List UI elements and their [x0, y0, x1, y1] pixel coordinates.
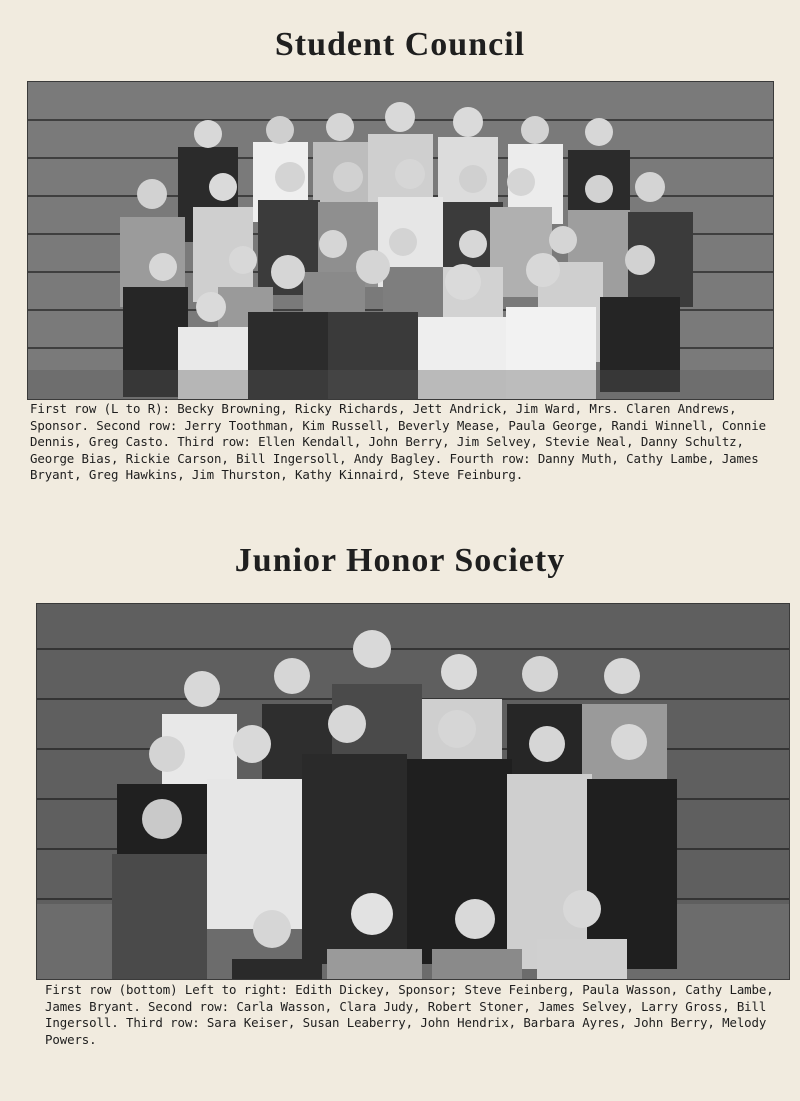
student-council-title: Student Council: [274, 26, 526, 63]
student-council-caption: First row (L to R): Becky Browning, Ricky Richards, Jett Andrick, Jim Ward, Mrs. Claren Andrews, Sponsor. Second row: Jerry Toothman, Kim Russell, Beverly Mease, Paula George, Randi Winnell, Connie Dennis, Greg Casto. Third row: Ellen Kendall, John Berry, Jim Selvey, Stevie Neal, Danny Schultz, George Bias, Rickie Carson, Bill Ingersoll, Andy Bagley. Fourth row: Danny Muth, Cathy Lambe, James Bryant, Greg Hawkins, Jim Thurston, Kathy Kinnaird, Steve Feinburg.: [30, 401, 766, 482]
junior-honor-society-caption: First row (bottom) Left to right: Edith Dickey, Sponsor; Steve Feinberg, Paula Wasson, Cathy Lambe, James Bryant. Second row: Carla Wasson, Clara Judy, Robert Stoner, James Selvey, Larry Gross, Bill Ingersoll. Third row: Sara Keiser, Susan Leaberry, John Hendrix, Barbara Ayres, John Berry, Melody Powers.: [45, 982, 774, 1047]
student-council-photo: [28, 82, 773, 399]
junior-honor-society-photo: [37, 604, 789, 979]
junior-honor-society-title: Junior Honor Society: [234, 542, 566, 579]
